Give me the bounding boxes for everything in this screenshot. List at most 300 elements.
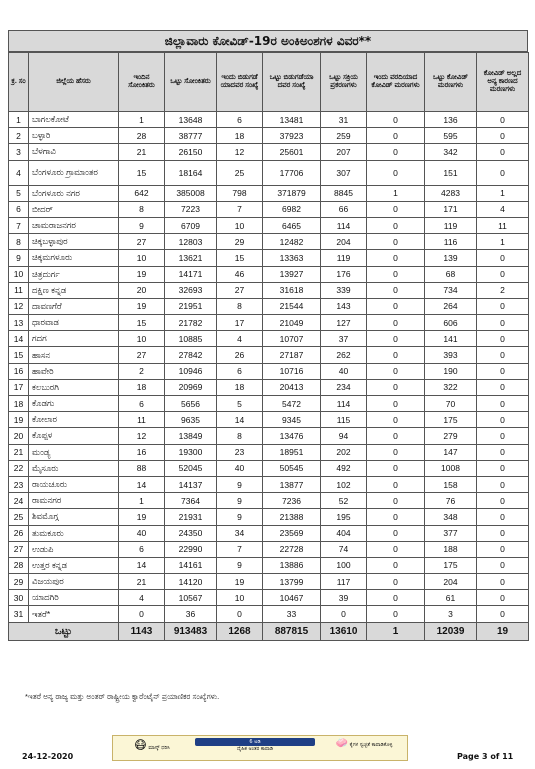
- table-cell: 15: [119, 160, 165, 185]
- table-cell: 0: [367, 396, 425, 412]
- total-cell: 913483: [165, 622, 217, 640]
- column-header: ಕ್ರ. ಸಂ: [9, 53, 29, 112]
- report-date: 24-12-2020: [22, 752, 74, 761]
- table-cell: 6: [9, 201, 29, 217]
- table-row: [9, 363, 529, 379]
- safety-banner: [112, 735, 408, 761]
- table-cell: 151: [425, 160, 477, 185]
- table-cell: 13363: [263, 250, 321, 266]
- district-name-cell: ವಿಜಯಪುರ: [29, 574, 119, 590]
- district-name-cell: ಚಿಕ್ಕಮಗಳೂರು: [29, 250, 119, 266]
- table-cell: 10885: [165, 331, 217, 347]
- table-cell: 19300: [165, 444, 217, 460]
- table-cell: 14: [119, 557, 165, 573]
- table-cell: 6982: [263, 201, 321, 217]
- table-cell: 0: [367, 128, 425, 144]
- table-cell: 40: [321, 363, 367, 379]
- table-cell: 19: [217, 574, 263, 590]
- table-cell: 66: [321, 201, 367, 217]
- table-row: [9, 525, 529, 541]
- district-name-cell: ರಾಮನಗರ: [29, 493, 119, 509]
- table-cell: 262: [321, 347, 367, 363]
- table-cell: 25: [217, 160, 263, 185]
- table-cell: 7: [9, 217, 29, 233]
- table-cell: 0: [477, 250, 529, 266]
- table-cell: 171: [425, 201, 477, 217]
- table-cell: 119: [425, 217, 477, 233]
- table-cell: 0: [367, 557, 425, 573]
- table-cell: 40: [217, 460, 263, 476]
- table-cell: 136: [425, 112, 477, 128]
- table-cell: 16: [119, 444, 165, 460]
- table-cell: 492: [321, 460, 367, 476]
- column-header: ಇಂದಿನ ಸೋಂಕಿತರು: [119, 53, 165, 112]
- table-cell: 202: [321, 444, 367, 460]
- table-cell: 0: [367, 379, 425, 395]
- table-cell: 158: [425, 476, 477, 492]
- table-cell: 21049: [263, 315, 321, 331]
- table-cell: 10716: [263, 363, 321, 379]
- table-cell: 9: [217, 509, 263, 525]
- table-cell: 4: [119, 590, 165, 606]
- table-cell: 22728: [263, 541, 321, 557]
- district-name-cell: ಮೈಸೂರು: [29, 460, 119, 476]
- table-cell: 7: [217, 541, 263, 557]
- district-name-cell: ಚಾಮರಾಜನಗರ: [29, 217, 119, 233]
- table-cell: 348: [425, 509, 477, 525]
- total-cell: 1268: [217, 622, 263, 640]
- table-cell: 31: [321, 112, 367, 128]
- table-cell: 31618: [263, 282, 321, 298]
- table-cell: 36: [165, 606, 217, 622]
- table-cell: 14: [119, 476, 165, 492]
- district-name-cell: ಚಿತ್ರದುರ್ಗ: [29, 266, 119, 282]
- table-cell: 14161: [165, 557, 217, 573]
- table-cell: 7364: [165, 493, 217, 509]
- table-cell: 39: [321, 590, 367, 606]
- district-covid-table: [8, 52, 529, 641]
- table-cell: 259: [321, 128, 367, 144]
- table-cell: 31: [9, 606, 29, 622]
- table-cell: 3: [9, 144, 29, 160]
- table-cell: 0: [477, 509, 529, 525]
- table-cell: 32693: [165, 282, 217, 298]
- table-cell: 21931: [165, 509, 217, 525]
- table-cell: 0: [367, 298, 425, 314]
- table-cell: 204: [425, 574, 477, 590]
- district-name-cell: ಉಡುಪಿ: [29, 541, 119, 557]
- table-cell: 0: [477, 525, 529, 541]
- table-cell: 24: [9, 493, 29, 509]
- table-cell: 0: [477, 574, 529, 590]
- total-row: [9, 622, 529, 640]
- table-cell: 0: [367, 201, 425, 217]
- table-cell: 13849: [165, 428, 217, 444]
- table-cell: 38777: [165, 128, 217, 144]
- district-name-cell: ಉತ್ತರ ಕನ್ನಡ: [29, 557, 119, 573]
- district-name-cell: ಶಿವಮೊಗ್ಗ: [29, 509, 119, 525]
- table-cell: 15: [119, 315, 165, 331]
- table-cell: 7223: [165, 201, 217, 217]
- table-cell: 10467: [263, 590, 321, 606]
- table-row: [9, 234, 529, 250]
- table-row: [9, 541, 529, 557]
- table-cell: 0: [367, 476, 425, 492]
- table-cell: 14120: [165, 574, 217, 590]
- table-cell: 0: [119, 606, 165, 622]
- table-cell: 13886: [263, 557, 321, 573]
- handwash-icon: 🧼: [335, 738, 348, 749]
- table-cell: 19: [119, 509, 165, 525]
- district-name-cell: ಹಾಸನ: [29, 347, 119, 363]
- table-row: [9, 250, 529, 266]
- column-header: ಒಟ್ಟು ಸೋಂಕಿತರು: [165, 53, 217, 112]
- table-cell: 14: [217, 412, 263, 428]
- table-cell: 5: [9, 185, 29, 201]
- table-cell: 0: [477, 315, 529, 331]
- table-cell: 2: [119, 363, 165, 379]
- table-cell: 0: [477, 128, 529, 144]
- table-cell: 23: [217, 444, 263, 460]
- table-cell: 0: [367, 574, 425, 590]
- table-cell: 6: [119, 541, 165, 557]
- table-cell: 13799: [263, 574, 321, 590]
- table-cell: 0: [367, 541, 425, 557]
- table-cell: 8: [217, 428, 263, 444]
- table-cell: 175: [425, 412, 477, 428]
- table-cell: 175: [425, 557, 477, 573]
- table-row: [9, 428, 529, 444]
- table-cell: 26150: [165, 144, 217, 160]
- table-cell: 21951: [165, 298, 217, 314]
- table-cell: 12: [217, 144, 263, 160]
- table-cell: 17706: [263, 160, 321, 185]
- table-cell: 24350: [165, 525, 217, 541]
- table-cell: 642: [119, 185, 165, 201]
- table-cell: 27: [119, 234, 165, 250]
- table-cell: 52: [321, 493, 367, 509]
- district-name-cell: ತುಮಕೂರು: [29, 525, 119, 541]
- table-cell: 21544: [263, 298, 321, 314]
- table-cell: 5656: [165, 396, 217, 412]
- table-cell: 21: [119, 144, 165, 160]
- table-cell: 139: [425, 250, 477, 266]
- table-row: [9, 144, 529, 160]
- table-cell: 8845: [321, 185, 367, 201]
- column-header: ಇಂದು ವರದಿಯಾದ ಕೋವಿಡ್ ಮರಣಗಳು: [367, 53, 425, 112]
- table-cell: 264: [425, 298, 477, 314]
- total-cell: 13610: [321, 622, 367, 640]
- district-name-cell: ಮಂಡ್ಯ: [29, 444, 119, 460]
- table-row: [9, 217, 529, 233]
- table-cell: 19: [119, 298, 165, 314]
- table-cell: 0: [367, 234, 425, 250]
- table-cell: 34: [217, 525, 263, 541]
- table-cell: 204: [321, 234, 367, 250]
- table-cell: 307: [321, 160, 367, 185]
- table-cell: 27: [119, 347, 165, 363]
- table-cell: 0: [477, 541, 529, 557]
- district-name-cell: ಬೆಳಗಾವಿ: [29, 144, 119, 160]
- table-cell: 339: [321, 282, 367, 298]
- table-cell: 8: [217, 298, 263, 314]
- table-cell: 46: [217, 266, 263, 282]
- table-cell: 0: [477, 476, 529, 492]
- table-cell: 3: [425, 606, 477, 622]
- column-header: ಒಟ್ಟು ಸಕ್ರಿಯ ಪ್ರಕರಣಗಳು: [321, 53, 367, 112]
- column-header: ಒಟ್ಟು ಕೋವಿಡ್ ಮರಣಗಳು: [425, 53, 477, 112]
- table-cell: 0: [367, 282, 425, 298]
- table-cell: 0: [217, 606, 263, 622]
- table-cell: 195: [321, 509, 367, 525]
- table-cell: 188: [425, 541, 477, 557]
- distance-advice: 6 ಅಡಿ ದೈಹಿಕ ಅಂತರ ಕಾಪಾಡಿ: [195, 738, 315, 760]
- table-cell: 9: [217, 557, 263, 573]
- table-cell: 207: [321, 144, 367, 160]
- table-cell: 4: [217, 331, 263, 347]
- table-cell: 20: [119, 282, 165, 298]
- table-cell: 12: [9, 298, 29, 314]
- district-name-cell: ಧಾರವಾಡ: [29, 315, 119, 331]
- table-row: [9, 460, 529, 476]
- table-cell: 0: [477, 379, 529, 395]
- column-header: ಕೋವಿಡ್ ಅಲ್ಲದ ಅನ್ಯ ಕಾರಣದ ಮರಣಗಳು: [477, 53, 529, 112]
- table-cell: 9635: [165, 412, 217, 428]
- table-cell: 6709: [165, 217, 217, 233]
- table-cell: 0: [477, 160, 529, 185]
- table-cell: 14171: [165, 266, 217, 282]
- table-cell: 26: [217, 347, 263, 363]
- table-cell: 0: [367, 590, 425, 606]
- table-cell: 0: [477, 363, 529, 379]
- table-cell: 377: [425, 525, 477, 541]
- table-cell: 12482: [263, 234, 321, 250]
- table-cell: 22: [9, 460, 29, 476]
- table-cell: 10707: [263, 331, 321, 347]
- table-cell: 100: [321, 557, 367, 573]
- table-cell: 1008: [425, 460, 477, 476]
- table-cell: 18951: [263, 444, 321, 460]
- table-cell: 117: [321, 574, 367, 590]
- table-cell: 21: [9, 444, 29, 460]
- table-cell: 27187: [263, 347, 321, 363]
- table-cell: 12: [119, 428, 165, 444]
- table-row: [9, 493, 529, 509]
- table-cell: 0: [367, 331, 425, 347]
- table-row: [9, 590, 529, 606]
- table-row: [9, 574, 529, 590]
- table-cell: 61: [425, 590, 477, 606]
- table-cell: 16: [9, 363, 29, 379]
- table-row: [9, 606, 529, 622]
- table-cell: 0: [477, 266, 529, 282]
- mask-advice: 😷 ಮಾಸ್ಕ್ ಧರಿಸಿ: [134, 738, 170, 752]
- table-cell: 22990: [165, 541, 217, 557]
- district-name-cell: ಇತರೆ*: [29, 606, 119, 622]
- table-row: [9, 282, 529, 298]
- table-row: [9, 160, 529, 185]
- report-title: ಜಿಲ್ಲಾವಾರು ಕೋವಿಡ್-19ರ ಅಂಕಿಅಂಶಗಳ ವಿವರ**: [8, 30, 528, 52]
- table-cell: 40: [119, 525, 165, 541]
- table-cell: 17: [9, 379, 29, 395]
- table-cell: 1: [9, 112, 29, 128]
- table-cell: 15: [217, 250, 263, 266]
- table-row: [9, 396, 529, 412]
- table-cell: 0: [367, 606, 425, 622]
- table-cell: 1: [477, 185, 529, 201]
- table-cell: 0: [367, 315, 425, 331]
- table-row: [9, 266, 529, 282]
- table-cell: 37923: [263, 128, 321, 144]
- column-header: ಒಟ್ಟು ಬಿಡುಗಡೆಯಾ ದವರ ಸಂಖ್ಯೆ: [263, 53, 321, 112]
- district-name-cell: ಹಾವೇರಿ: [29, 363, 119, 379]
- table-cell: 10: [9, 266, 29, 282]
- table-cell: 0: [477, 412, 529, 428]
- district-name-cell: ಬಾಗಲಕೋಟೆ: [29, 112, 119, 128]
- table-cell: 0: [367, 266, 425, 282]
- table-cell: 19: [119, 266, 165, 282]
- table-cell: 15: [9, 347, 29, 363]
- table-cell: 371879: [263, 185, 321, 201]
- table-cell: 4283: [425, 185, 477, 201]
- table-cell: 595: [425, 128, 477, 144]
- table-cell: 17: [217, 315, 263, 331]
- table-cell: 50545: [263, 460, 321, 476]
- table-cell: 0: [367, 144, 425, 160]
- total-label: ಒಟ್ಟು: [9, 622, 119, 640]
- table-cell: 29: [9, 574, 29, 590]
- total-cell: 887815: [263, 622, 321, 640]
- table-row: [9, 128, 529, 144]
- total-cell: 19: [477, 622, 529, 640]
- table-row: [9, 201, 529, 217]
- column-header: ಜಿಲ್ಲೆಯ ಹೆಸರು: [29, 53, 119, 112]
- district-name-cell: ದಕ್ಷಿಣ ಕನ್ನಡ: [29, 282, 119, 298]
- table-cell: 2: [477, 282, 529, 298]
- table-cell: 5: [217, 396, 263, 412]
- table-cell: 114: [321, 396, 367, 412]
- table-cell: 0: [477, 347, 529, 363]
- table-cell: 26: [9, 525, 29, 541]
- total-cell: 1: [367, 622, 425, 640]
- table-cell: 68: [425, 266, 477, 282]
- table-cell: 33: [263, 606, 321, 622]
- table-cell: 88: [119, 460, 165, 476]
- table-row: [9, 185, 529, 201]
- table-cell: 0: [477, 331, 529, 347]
- table-cell: 13476: [263, 428, 321, 444]
- table-row: [9, 476, 529, 492]
- table-cell: 7: [217, 201, 263, 217]
- district-name-cell: ಚಿಕ್ಕಬಳ್ಳಾಪುರ: [29, 234, 119, 250]
- table-row: [9, 509, 529, 525]
- table-cell: 23: [9, 476, 29, 492]
- table-cell: 2: [9, 128, 29, 144]
- table-cell: 13927: [263, 266, 321, 282]
- table-body: [9, 112, 529, 623]
- table-cell: 13621: [165, 250, 217, 266]
- table-cell: 1: [119, 112, 165, 128]
- table-cell: 0: [477, 298, 529, 314]
- table-cell: 13877: [263, 476, 321, 492]
- table-cell: 0: [367, 412, 425, 428]
- district-name-cell: ಬೀದರ್: [29, 201, 119, 217]
- table-cell: 12803: [165, 234, 217, 250]
- table-cell: 21782: [165, 315, 217, 331]
- district-name-cell: ಬಳ್ಳಾರಿ: [29, 128, 119, 144]
- table-row: [9, 298, 529, 314]
- table-cell: 10567: [165, 590, 217, 606]
- table-cell: 11: [477, 217, 529, 233]
- table-row: [9, 315, 529, 331]
- table-cell: 606: [425, 315, 477, 331]
- table-cell: 404: [321, 525, 367, 541]
- table-cell: 322: [425, 379, 477, 395]
- table-cell: 0: [367, 460, 425, 476]
- table-cell: 29: [217, 234, 263, 250]
- table-cell: 0: [477, 444, 529, 460]
- table-cell: 115: [321, 412, 367, 428]
- table-cell: 0: [367, 250, 425, 266]
- table-cell: 0: [367, 444, 425, 460]
- table-cell: 10: [217, 217, 263, 233]
- table-cell: 23569: [263, 525, 321, 541]
- table-cell: 798: [217, 185, 263, 201]
- table-row: [9, 331, 529, 347]
- table-cell: 0: [477, 428, 529, 444]
- table-cell: 1: [119, 493, 165, 509]
- table-cell: 28: [9, 557, 29, 573]
- total-cell: 12039: [425, 622, 477, 640]
- table-cell: 143: [321, 298, 367, 314]
- table-cell: 14137: [165, 476, 217, 492]
- table-cell: 21: [119, 574, 165, 590]
- table-cell: 11: [9, 282, 29, 298]
- table-cell: 10: [119, 331, 165, 347]
- table-cell: 9: [9, 250, 29, 266]
- table-cell: 20969: [165, 379, 217, 395]
- table-cell: 0: [367, 509, 425, 525]
- table-cell: 127: [321, 315, 367, 331]
- table-cell: 13: [9, 315, 29, 331]
- table-cell: 25: [9, 509, 29, 525]
- table-cell: 30: [9, 590, 29, 606]
- table-cell: 4: [9, 160, 29, 185]
- table-cell: 11: [119, 412, 165, 428]
- table-cell: 9: [217, 493, 263, 509]
- table-cell: 74: [321, 541, 367, 557]
- table-cell: 0: [477, 144, 529, 160]
- table-cell: 14: [9, 331, 29, 347]
- district-name-cell: ಗದಗ: [29, 331, 119, 347]
- table-cell: 70: [425, 396, 477, 412]
- district-name-cell: ಕೋಲಾರ: [29, 412, 119, 428]
- table-cell: 18: [119, 379, 165, 395]
- district-name-cell: ಕಲಬುರಗಿ: [29, 379, 119, 395]
- table-row: [9, 112, 529, 128]
- page-number: Page 3 of 11: [457, 752, 514, 761]
- total-cell: 1143: [119, 622, 165, 640]
- table-cell: 20413: [263, 379, 321, 395]
- table-cell: 20: [9, 428, 29, 444]
- table-row: [9, 444, 529, 460]
- table-cell: 18: [217, 128, 263, 144]
- table-cell: 147: [425, 444, 477, 460]
- table-cell: 7236: [263, 493, 321, 509]
- mask-icon: 😷: [134, 738, 147, 752]
- table-cell: 342: [425, 144, 477, 160]
- table-cell: 52045: [165, 460, 217, 476]
